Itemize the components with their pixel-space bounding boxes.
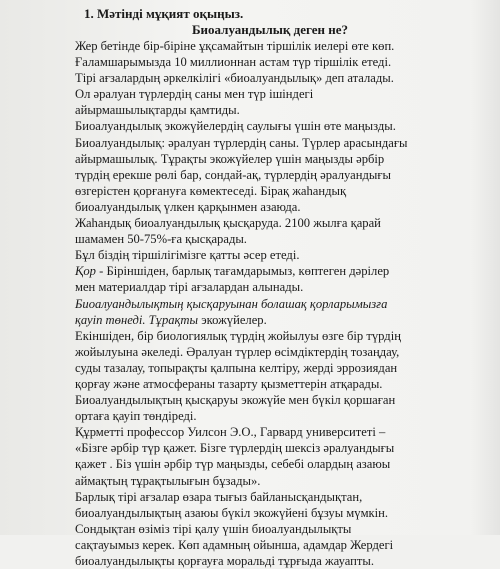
text-line: суды тазалау, топырақты қалпына келтіру, жерді эррозиядан — [75, 360, 398, 375]
text-line: түрдің ерекше рөлі бар, сондай-ақ, түрлердің әралуандығы — [75, 167, 391, 182]
text-line: Сондықтан өзіміз тірі қалу үшін биоалуандылықты — [75, 521, 352, 536]
text-line: ортаға қауіп төндіреді. — [75, 409, 197, 424]
text-line: қажет . Біз үшін әрбір түр маңызды, себебі олардың азаюы — [75, 457, 391, 472]
text-line: аймақтың тұрақтылығын бұзады». — [75, 473, 261, 488]
text-line: жойылуына әкеледі. Әралуан түрлер өсімдіктердің тозаңдау, — [75, 344, 400, 359]
text-line: қауіп төнеді. Тұрақты экожүйелер. — [75, 312, 267, 327]
text-line: айырмашылықтарды қамтиды. — [75, 103, 240, 118]
text-line: шамамен 50-75%-ға қысқарады. — [75, 232, 247, 247]
task-heading: 1. Мәтінді мұқият оқыңыз. — [84, 6, 244, 21]
text-line: биоалуандылық үлкен қарқынмен азаюда. — [75, 199, 301, 214]
body-text — [75, 38, 485, 569]
text-line: айырмашылық. Тұрақты экожүйелер үшін маңызды әрбір — [75, 151, 385, 166]
text-line: өзгерістен қорғануға көмектеседі. Бірақ жаһандық — [75, 183, 347, 198]
text-line: Биоалуандылықтың қысқаруы экожүйе мен бүкіл қоршаған — [75, 393, 396, 408]
text-line: Жер бетінде бір-біріне ұқсамайтын тіршілік иелері өте көп. — [75, 39, 395, 53]
page-edge-shadow — [470, 0, 500, 535]
text-line: Биоалуандылық экожүйелердің саулығы үшін өте маңызды. — [75, 119, 396, 134]
text-line: қорғау және атмосфераны тазарту қызметтерін атқарады. — [75, 376, 383, 391]
text-line: Қор - Біріншіден, барлық тағамдарымыз, көптеген дәрілер — [75, 264, 390, 279]
text-line: сақтауымыз керек. Көп адамның ойынша, адамдар Жердегі — [75, 537, 394, 552]
text-title: Биоалуандылық деген не? — [191, 22, 349, 37]
text-line: биоалуандылықтың азаюы бүкіл экожүйені бұзуы мүмкін. — [75, 505, 389, 520]
text-line: Екіншіден, бір биологиялық түрдің жойылуы өзге бір түрдің — [75, 328, 401, 343]
text-line: Биоалуандылықтың қысқаруынан болашақ қорларымызға — [75, 296, 388, 311]
text-line: Ол әралуан түрлердің саны мен түр ішіндегі — [75, 87, 314, 102]
text-line: биоалуандылықты қорғауға моральді тұрғыда жауапты. — [75, 554, 375, 568]
text-line: Бұл біздің тіршілігімізге қатты әсер етеді. — [75, 248, 300, 263]
text-line: Биоалуандылық: әралуан түрлердің саны. Түрлер арасындағы — [75, 135, 408, 150]
text-line: Тірі ағзалардың әркелкілігі «биоалуандылық» деп аталады. — [75, 71, 394, 86]
text-line: Жаһандық биоалуандылық қысқаруда. 2100 жылға қарай — [75, 216, 381, 231]
text-line: «Бізге әрбір түр қажет. Бізге түрлердің шексіз әралуандығы — [75, 441, 395, 456]
text-line: Құрметті профессор Уилсон Э.О., Гарвард университеті – — [75, 425, 386, 440]
text-line: мен материалдар тірі ағзалардан алынады. — [75, 280, 304, 295]
text-line: Ғаламшарымызда 10 миллионнан астам түр тіршілік етеді. — [75, 55, 392, 70]
text-line: Барлық тірі ағзалар өзара тығыз байланысқандықтан, — [75, 489, 363, 504]
